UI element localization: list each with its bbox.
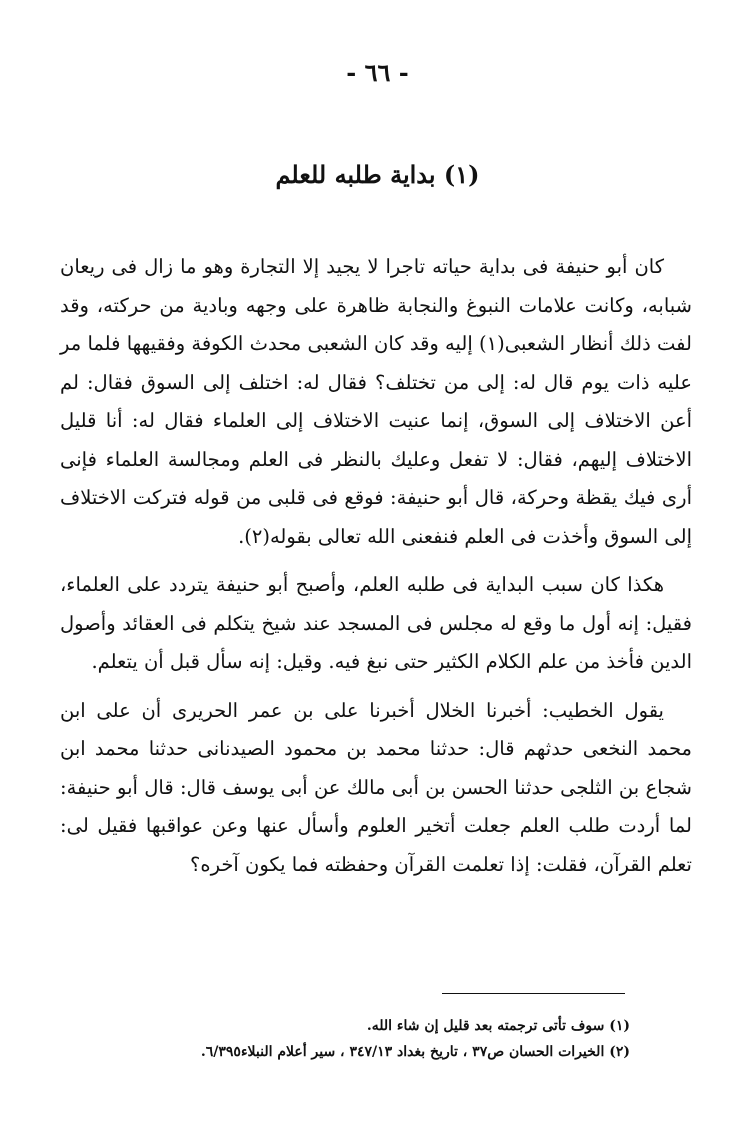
paragraph-1: كان أبو حنيفة فى بداية حياته تاجرا لا يجيد إلا التجارة وهو ما زال فى ريعان شبابه، وكانت علامات النبوغ والنجابة ظاهرة على وجهه وبادية من حركته، وقد لفت ذلك أنظار الشعبى(١) إليه وقد كان الشعبى محدث الكوفة وفقيهها فلما مر عليه ذات يوم قال له: إلى من تختلف؟ فقال له: اختلف إلى السوق فقال: لم أعن الاختلاف إلى السوق، إنما عنيت الاختلاف إلى العلماء فقال له: أنا قليل الاختلاف إليهم، فقال: لا تفعل وعليك بالنظر فى العلم ومجالسة العلماء فإنى أرى فيك يقظة وحركة، قال أبو حنيفة: فوقع فى قلبى من قوله فتركت الاختلاف إلى السوق وأخذت فى العلم فنفعنى الله تعالى بقوله(٢). xyxy=(60,255,692,548)
paragraph-2: هكذا كان سبب البداية فى طلبه العلم، وأصبح أبو حنيفة يتردد على العلماء، فقيل: إنه أول ما وقع له مجلس فى المسجد عند شيخ يتكلم فى العقائد وأصول الدين فأخذ من علم الكلام الكثير حتى نبغ فيه. وقيل: إنه سأل قبل أن يتعلم. xyxy=(60,573,692,673)
footnote-1: (١) سوف تأتى ترجمته بعد قليل إن شاء الله. xyxy=(366,1018,630,1034)
body-text xyxy=(60,248,692,894)
page-number: - ٦٦ - xyxy=(346,58,409,87)
section-heading: (١) بداية طلبه للعلم xyxy=(275,160,480,189)
footnotes xyxy=(70,1013,630,1065)
footnote-2: (٢) الخيرات الحسان ص٣٧ ، تاريخ بغداد ٣٤٧/١٣ ، سير أعلام النبلاء٦/٣٩٥. xyxy=(200,1044,630,1060)
paragraph-3: يقول الخطيب: أخبرنا الخلال أخبرنا على بن عمر الحريرى أن على ابن محمد النخعى حدثهم قال: حدثنا محمد بن محمود الصيدنانى حدثنا محمد ابن شجاع بن الثلجى حدثنا الحسن بن أبى مالك عن أبى يوسف قال: قال أبو حنيفة: لما أردت طلب العلم جعلت أتخير العلوم وأسأل عنها وعن عواقبها فقيل لى: تعلم القرآن، فقلت: إذا تعلمت القرآن وحفظته فما يكون آخره؟ xyxy=(60,698,692,876)
footnote-separator xyxy=(442,993,625,994)
